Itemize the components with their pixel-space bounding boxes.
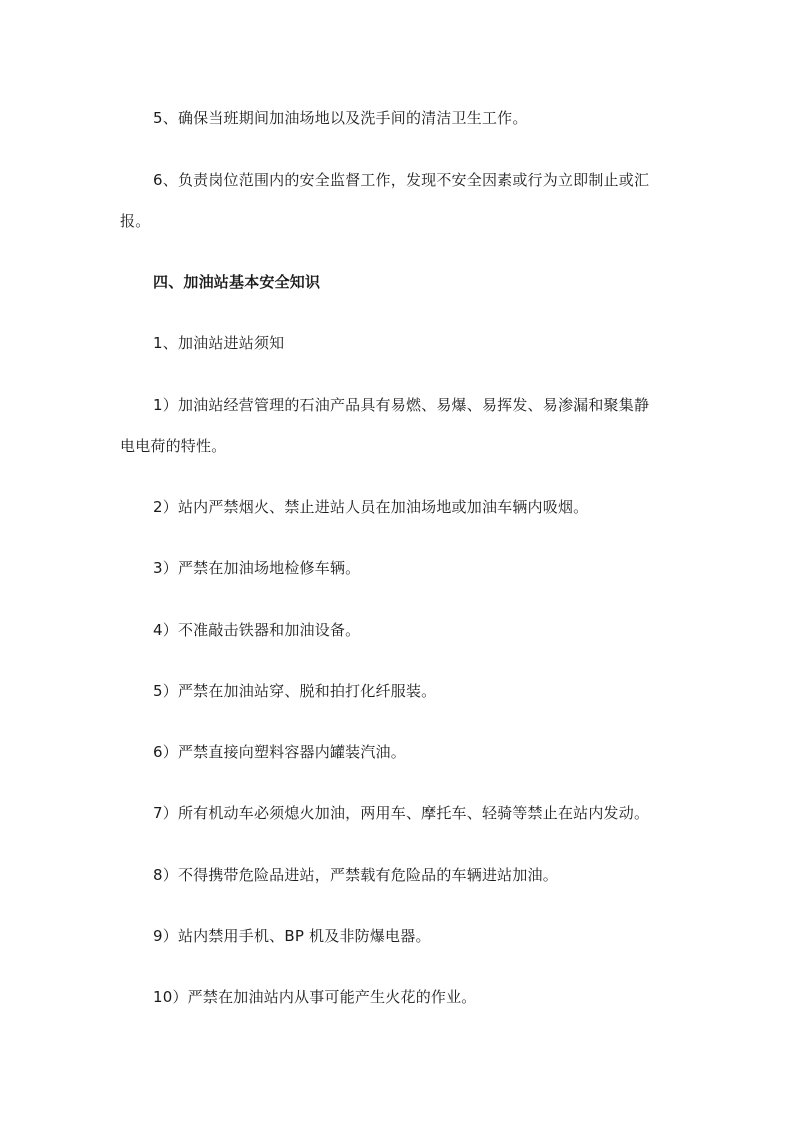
section-heading: 四、加油站基本安全知识	[153, 273, 321, 291]
list-item-6: 6）严禁直接向塑料容器内罐装汽油。	[153, 743, 406, 761]
list-item-3: 3）严禁在加油场地检修车辆。	[153, 559, 361, 577]
list-item-8: 8）不得携带危险品进站，严禁载有危险品的车辆进站加油。	[153, 866, 558, 884]
list-item-4: 4）不准敲击铁器和加油设备。	[153, 621, 361, 639]
paragraph-duty-6-line2: 报。	[120, 212, 151, 230]
paragraph-duty-6-line1: 6、负责岗位范围内的安全监督工作，发现不安全因素或行为立即制止或汇	[153, 171, 650, 189]
list-item-1-line1: 1）加油站经营管理的石油产品具有易燃、易爆、易挥发、易渗漏和聚集静	[153, 396, 650, 414]
paragraph-duty-5: 5、确保当班期间加油场地以及洗手间的清洁卫生工作。	[153, 109, 528, 127]
list-item-9: 9）站内禁用手机、BP 机及非防爆电器。	[153, 927, 431, 945]
list-item-10: 10）严禁在加油站内从事可能产生火花的作业。	[153, 988, 477, 1006]
list-item-2: 2）站内严禁烟火、禁止进站人员在加油场地或加油车辆内吸烟。	[153, 498, 589, 516]
list-item-5: 5）严禁在加油站穿、脱和拍打化纤服装。	[153, 682, 437, 700]
list-item-7: 7）所有机动车必须熄火加油，两用车、摩托车、轻骑等禁止在站内发动。	[153, 804, 650, 822]
list-item-1-line2: 电电荷的特性。	[120, 437, 227, 455]
sub-heading: 1、加油站进站须知	[153, 334, 285, 352]
